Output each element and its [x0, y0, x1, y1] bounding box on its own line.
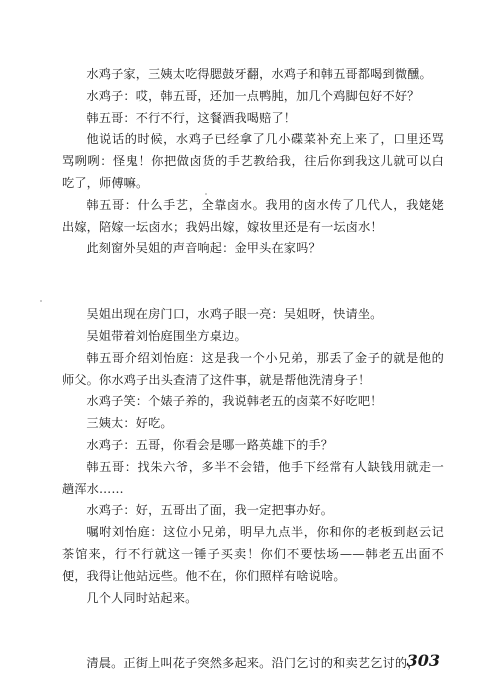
paragraph: 三姨太：好吃。 — [86, 416, 173, 431]
paragraph: 吴姐出现在房门口，水鸡子眼一亮：吴姐呀，快请坐。 — [86, 307, 383, 322]
scan-speck — [40, 300, 42, 302]
section-break — [62, 260, 444, 304]
paragraph: 吴姐带着刘怡庭围坐方桌边。 — [86, 328, 247, 343]
scan-speck — [205, 193, 207, 195]
paragraph: 几个人同时站起来。 — [86, 590, 198, 605]
paragraph: 韩五哥：找朱六爷，多半不会错，他手下经常有人缺钱用就走一趟浑水…… — [62, 459, 444, 496]
paragraph: 水鸡子笑：个婊子养的，我说韩老五的卤菜不好吃吧！ — [86, 394, 383, 409]
section-break — [62, 609, 444, 653]
paragraph: 韩五哥：不行不行，这餐酒我喝赔了！ — [86, 110, 297, 125]
paragraph: 韩五哥：什么手艺，全靠卤水。我用的卤水传了几代人，我姥姥出嫁，陪嫁一坛卤水；我妈出嫁，嫁妆里还是有一坛卤水！ — [62, 197, 444, 234]
paragraph: 水鸡子：好，五哥出了面，我一定把事办好。 — [86, 503, 334, 518]
page-number: 303 — [406, 651, 440, 670]
paragraph: 此刻窗外吴姐的声音响起：金甲头在家吗？ — [86, 241, 321, 256]
paragraph: 清晨。正街上叫花子突然多起来。沿门乞讨的和卖艺乞讨的， — [86, 656, 420, 671]
paragraph: 他说话的时候，水鸡子已经拿了几小碟菜补充上来了，口里还骂骂咧咧：怪鬼！你把做卤货的手艺教给我，往后你到我这儿就可以白吃了，师傅嘛。 — [62, 132, 444, 190]
paragraph: 水鸡子：哎，韩五哥，还加一点鸭肫，加几个鸡脚包好不好？ — [86, 88, 420, 103]
paragraph: 韩五哥介绍刘怡庭：这是我一个小兄弟，那丢了金子的就是他的师父。你水鸡子出头查清了这件事，就是帮他洗清身子！ — [62, 350, 444, 387]
paragraph: 嘱咐刘怡庭：这位小兄弟，明早九点半，你和你的老板到赵云记茶馆来，行不行就这一锤子买卖！你们不要怯场——韩老五出面不便，我得让他站远些。他不在，你们照样有啥说啥。 — [62, 525, 444, 583]
body-text — [62, 64, 444, 675]
paragraph: 水鸡子：五哥，你看会是哪一路英雄下的手？ — [86, 437, 334, 452]
paragraph: 水鸡子家，三姨太吃得腮鼓牙翻，水鸡子和韩五哥都喝到微醺。 — [86, 67, 432, 81]
